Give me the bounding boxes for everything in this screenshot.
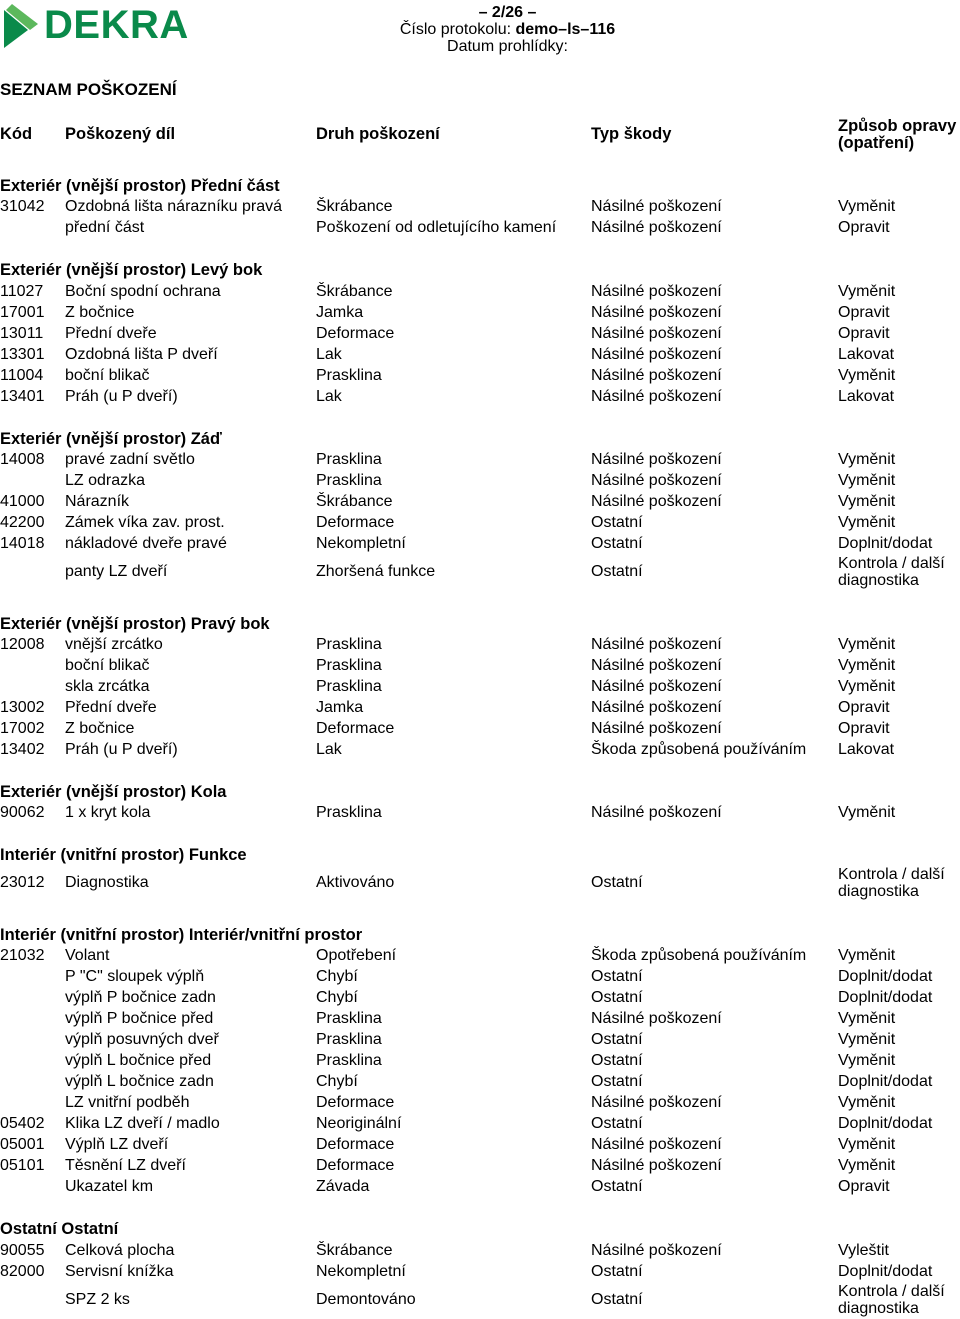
brand-name: DEKRA [44, 3, 189, 47]
cell-part: skla zrcátka [65, 678, 150, 695]
cell-repair-line1: Kontrola / další [838, 1283, 945, 1300]
cell-damage-type: Násilné poškození [591, 367, 722, 384]
table-row [0, 512, 960, 533]
cell-damage-type: Násilné poškození [591, 304, 722, 321]
cell-code: 05402 [0, 1115, 45, 1132]
column-header-damage-type: Typ škody [591, 125, 672, 143]
cell-part: vnější zrcátko [65, 636, 163, 653]
cell-repair-method: Vyměnit [838, 1136, 896, 1153]
cell-repair-method: Vyměnit [838, 1094, 896, 1111]
cell-damage-type: Násilné poškození [591, 493, 722, 510]
cell-repair-method: Vyměnit [838, 947, 896, 964]
table-row [0, 1240, 960, 1261]
cell-code: 13301 [0, 346, 45, 363]
column-header-part: Poškozený díl [65, 125, 176, 143]
cell-part: výplň P bočnice zadn [65, 989, 216, 1006]
cell-repair-line2: diagnostika [838, 572, 919, 589]
cell-code: 23012 [0, 874, 45, 891]
cell-code: 41000 [0, 493, 45, 510]
table-row [0, 945, 960, 966]
cell-part: Ukazatel km [65, 1178, 154, 1195]
cell-repair-method: Vyměnit [838, 1157, 896, 1174]
cell-part: Přední dveře [65, 325, 157, 342]
cell-code: 17001 [0, 304, 45, 321]
cell-code: 82000 [0, 1263, 45, 1280]
cell-damage-kind: Deformace [316, 1157, 395, 1174]
cell-code: 21032 [0, 947, 45, 964]
cell-damage-type: Škoda způsobená používáním [591, 947, 807, 964]
cell-damage-type: Násilné poškození [591, 1094, 722, 1111]
cell-repair-method: Vyměnit [838, 514, 896, 531]
cell-damage-type: Násilné poškození [591, 283, 722, 300]
cell-part: nákladové dveře pravé [65, 535, 227, 552]
cell-repair-method: Doplnit/dodat [838, 1115, 933, 1132]
cell-repair-method: Opravit [838, 720, 890, 737]
cell-damage-kind: Deformace [316, 720, 395, 737]
cell-damage-kind: Závada [316, 1178, 370, 1195]
column-header-repair-line2: (opatření) [838, 134, 915, 152]
cell-damage-kind: Škrábance [316, 1242, 393, 1259]
table-row [0, 634, 960, 655]
cell-damage-kind: Demontováno [316, 1291, 416, 1308]
page-number: – 2/26 – [478, 4, 537, 21]
cell-damage-type: Ostatní [591, 874, 643, 891]
cell-damage-kind: Nekompletní [316, 535, 406, 552]
cell-repair-method: Vyměnit [838, 1052, 896, 1069]
cell-repair-method: Vyměnit [838, 657, 896, 674]
cell-damage-type: Ostatní [591, 535, 643, 552]
cell-damage-kind: Nekompletní [316, 1263, 406, 1280]
cell-repair-method: Doplnit/dodat [838, 1073, 933, 1090]
cell-part: Těsnění LZ dveří [65, 1157, 186, 1174]
cell-repair-method: Vyměnit [838, 472, 896, 489]
table-row [0, 1283, 960, 1317]
cell-part: Práh (u P dveří) [65, 741, 178, 758]
cell-part: Boční spodní ochrana [65, 283, 221, 300]
table-row [0, 739, 960, 760]
cell-damage-kind: Prasklina [316, 636, 382, 653]
cell-damage-type: Násilné poškození [591, 1242, 722, 1259]
cell-repair-method: Vyleštit [838, 1242, 889, 1259]
cell-damage-kind: Prasklina [316, 1052, 382, 1069]
cell-repair-method: Opravit [838, 325, 890, 342]
cell-damage-kind: Prasklina [316, 367, 382, 384]
cell-damage-type: Násilné poškození [591, 451, 722, 468]
table-row [0, 365, 960, 386]
section-heading: Interiér (vnitřní prostor) Funkce [0, 846, 247, 864]
cell-code: 17002 [0, 720, 45, 737]
cell-part: boční blikač [65, 367, 150, 384]
cell-damage-kind: Zhoršená funkce [316, 563, 436, 580]
table-row [0, 1155, 960, 1176]
cell-damage-kind: Prasklina [316, 678, 382, 695]
cell-damage-type: Škoda způsobená používáním [591, 741, 807, 758]
cell-damage-type: Násilné poškození [591, 472, 722, 489]
table-row [0, 449, 960, 470]
table-row [0, 470, 960, 491]
cell-damage-kind: Deformace [316, 514, 395, 531]
table-row [0, 802, 960, 823]
cell-repair-method: Lakovat [838, 346, 895, 363]
cell-repair-line2: diagnostika [838, 883, 919, 900]
cell-repair-method [838, 1283, 945, 1317]
cell-repair-line2: diagnostika [838, 1300, 919, 1317]
cell-part: panty LZ dveří [65, 563, 168, 580]
cell-code: 13002 [0, 699, 45, 716]
cell-damage-kind: Lak [316, 741, 342, 758]
table-row [0, 987, 960, 1008]
page-title: SEZNAM POŠKOZENÍ [0, 80, 177, 99]
table-row [0, 1134, 960, 1155]
cell-damage-type: Ostatní [591, 1052, 643, 1069]
inspection-date-label: Datum prohlídky: [447, 38, 568, 55]
cell-repair-method: Vyměnit [838, 678, 896, 695]
cell-damage-kind: Opotřebení [316, 947, 397, 964]
cell-damage-type: Ostatní [591, 989, 643, 1006]
protocol-number: demo–ls–116 [515, 21, 616, 38]
cell-part: Volant [65, 947, 110, 964]
table-row [0, 281, 960, 302]
table-row [0, 697, 960, 718]
cell-damage-type: Ostatní [591, 514, 643, 531]
cell-damage-type: Ostatní [591, 1263, 643, 1280]
dekra-mark-icon [2, 2, 46, 52]
column-header-code: Kód [0, 125, 33, 143]
cell-part: přední část [65, 219, 145, 236]
cell-damage-kind: Lak [316, 346, 342, 363]
table-row [0, 302, 960, 323]
cell-code: 12008 [0, 636, 45, 653]
cell-repair-method: Vyměnit [838, 283, 896, 300]
cell-damage-kind: Deformace [316, 1136, 395, 1153]
cell-damage-type: Násilné poškození [591, 388, 722, 405]
cell-code: 11027 [0, 283, 44, 300]
cell-part: 1 x kryt kola [65, 804, 151, 821]
cell-damage-type: Násilné poškození [591, 1136, 722, 1153]
cell-part: výplň posuvných dveř [65, 1031, 219, 1048]
cell-part: Celková plocha [65, 1242, 175, 1259]
cell-repair-method: Vyměnit [838, 451, 896, 468]
cell-repair-line1: Kontrola / další [838, 866, 945, 883]
cell-damage-kind: Deformace [316, 325, 395, 342]
table-row [0, 196, 960, 217]
column-header-repair-line1: Způsob opravy [838, 117, 957, 135]
table-row [0, 217, 960, 238]
cell-damage-type: Ostatní [591, 1291, 643, 1308]
cell-code: 14018 [0, 535, 45, 552]
cell-code: 11004 [0, 367, 44, 384]
section-heading: Ostatní Ostatní [0, 1220, 119, 1238]
cell-part: Výplň LZ dveří [65, 1136, 169, 1153]
cell-damage-type: Násilné poškození [591, 804, 722, 821]
cell-part: Klika LZ dveří / madlo [65, 1115, 220, 1132]
cell-damage-type: Násilné poškození [591, 699, 722, 716]
cell-damage-kind: Lak [316, 388, 342, 405]
section-heading: Exteriér (vnější prostor) Kola [0, 783, 227, 801]
table-row [0, 323, 960, 344]
cell-code: 42200 [0, 514, 45, 531]
cell-part: Přední dveře [65, 699, 157, 716]
cell-damage-type: Násilné poškození [591, 198, 722, 215]
cell-repair-method: Vyměnit [838, 636, 896, 653]
cell-code: 13402 [0, 741, 45, 758]
cell-damage-kind: Chybí [316, 989, 358, 1006]
cell-part: LZ odrazka [65, 472, 146, 489]
cell-damage-type: Ostatní [591, 1178, 643, 1195]
cell-repair-method: Doplnit/dodat [838, 968, 933, 985]
cell-code: 05101 [0, 1157, 45, 1174]
cell-repair-method: Vyměnit [838, 804, 896, 821]
cell-damage-kind: Prasklina [316, 804, 382, 821]
section-heading: Interiér (vnitřní prostor) Interiér/vnitřní prostor [0, 926, 363, 944]
cell-part: P "C" sloupek výplň [65, 968, 205, 985]
cell-code: 90055 [0, 1242, 45, 1259]
cell-damage-type: Násilné poškození [591, 720, 722, 737]
table-row [0, 676, 960, 697]
cell-part: Ozdobná lišta nárazníku pravá [65, 198, 283, 215]
cell-code: 31042 [0, 198, 45, 215]
cell-damage-type: Násilné poškození [591, 346, 722, 363]
table-row [0, 1113, 960, 1134]
cell-damage-type: Násilné poškození [591, 325, 722, 342]
cell-part: pravé zadní světlo [65, 451, 195, 468]
cell-repair-method: Vyměnit [838, 198, 896, 215]
cell-code: 05001 [0, 1136, 45, 1153]
cell-damage-kind: Chybí [316, 968, 358, 985]
column-header-damage-kind: Druh poškození [316, 125, 440, 143]
cell-part: Servisní knížka [65, 1263, 174, 1280]
cell-repair-method: Doplnit/dodat [838, 535, 933, 552]
cell-code: 90062 [0, 804, 45, 821]
table-row [0, 491, 960, 512]
table-row [0, 533, 960, 554]
cell-part: výplň L bočnice zadn [65, 1073, 214, 1090]
cell-part: boční blikač [65, 657, 150, 674]
cell-damage-kind: Jamka [316, 699, 364, 716]
cell-repair-method: Lakovat [838, 388, 895, 405]
table-row [0, 555, 960, 589]
table-row [0, 1050, 960, 1071]
cell-code: 14008 [0, 451, 45, 468]
table-row [0, 1092, 960, 1113]
cell-damage-kind: Prasklina [316, 1010, 382, 1027]
cell-repair-method: Doplnit/dodat [838, 1263, 933, 1280]
cell-repair-method [838, 866, 945, 900]
cell-repair-method: Opravit [838, 304, 890, 321]
table-row [0, 386, 960, 407]
cell-part: výplň P bočnice před [65, 1010, 214, 1027]
table-row [0, 1176, 960, 1197]
cell-code: 13011 [0, 325, 44, 342]
cell-damage-type: Násilné poškození [591, 657, 722, 674]
cell-repair-method: Vyměnit [838, 1031, 896, 1048]
cell-repair-line1: Kontrola / další [838, 555, 945, 572]
cell-damage-type: Násilné poškození [591, 1010, 722, 1027]
cell-repair-method: Vyměnit [838, 1010, 896, 1027]
cell-damage-type: Ostatní [591, 968, 643, 985]
cell-damage-kind: Prasklina [316, 1031, 382, 1048]
cell-repair-method: Vyměnit [838, 493, 896, 510]
cell-part: výplň L bočnice před [65, 1052, 212, 1069]
cell-repair-method: Doplnit/dodat [838, 989, 933, 1006]
cell-damage-type: Násilné poškození [591, 219, 722, 236]
table-row [0, 344, 960, 365]
section-heading: Exteriér (vnější prostor) Pravý bok [0, 615, 270, 633]
cell-damage-kind: Škrábance [316, 198, 393, 215]
table-row [0, 1029, 960, 1050]
cell-part: Práh (u P dveří) [65, 388, 178, 405]
cell-damage-kind: Poškození od odletujícího kamení [316, 219, 557, 236]
cell-part: SPZ 2 ks [65, 1291, 130, 1308]
cell-damage-kind: Neoriginální [316, 1115, 402, 1132]
cell-repair-method: Opravit [838, 699, 890, 716]
cell-repair-method: Vyměnit [838, 367, 896, 384]
cell-part: Ozdobná lišta P dveří [65, 346, 218, 363]
cell-damage-type: Násilné poškození [591, 678, 722, 695]
cell-damage-type: Ostatní [591, 563, 643, 580]
dekra-logo [2, 2, 189, 52]
table-row [0, 866, 960, 900]
cell-damage-type: Násilné poškození [591, 1157, 722, 1174]
cell-damage-kind: Prasklina [316, 472, 382, 489]
cell-damage-type: Ostatní [591, 1073, 643, 1090]
table-row [0, 1071, 960, 1092]
cell-damage-kind: Deformace [316, 1094, 395, 1111]
section-heading: Exteriér (vnější prostor) Přední část [0, 177, 280, 195]
protocol-line [370, 21, 645, 38]
table-row [0, 966, 960, 987]
cell-part: Diagnostika [65, 874, 149, 891]
table-row [0, 1261, 960, 1282]
cell-damage-kind: Prasklina [316, 657, 382, 674]
cell-damage-kind: Chybí [316, 1073, 358, 1090]
table-row [0, 655, 960, 676]
section-heading: Exteriér (vnější prostor) Levý bok [0, 261, 263, 279]
cell-part: Z bočnice [65, 304, 135, 321]
cell-repair-method [838, 555, 945, 589]
cell-damage-type: Ostatní [591, 1115, 643, 1132]
cell-repair-method: Opravit [838, 1178, 890, 1195]
cell-damage-type: Násilné poškození [591, 636, 722, 653]
cell-repair-method: Opravit [838, 219, 890, 236]
cell-part: Z bočnice [65, 720, 135, 737]
cell-damage-type: Ostatní [591, 1031, 643, 1048]
cell-part: LZ vnitřní podběh [65, 1094, 190, 1111]
section-heading: Exteriér (vnější prostor) Záď [0, 430, 222, 448]
cell-damage-kind: Škrábance [316, 283, 393, 300]
cell-damage-kind: Jamka [316, 304, 364, 321]
column-header-repair-method [838, 118, 956, 152]
cell-part: Nárazník [65, 493, 130, 510]
table-row [0, 1008, 960, 1029]
table-row [0, 718, 960, 739]
cell-part: Zámek víka zav. prost. [65, 514, 225, 531]
cell-damage-kind: Prasklina [316, 451, 382, 468]
cell-damage-kind: Aktivováno [316, 874, 395, 891]
cell-damage-kind: Škrábance [316, 493, 393, 510]
cell-repair-method: Lakovat [838, 741, 895, 758]
protocol-label: Číslo protokolu: [399, 21, 512, 38]
cell-code: 13401 [0, 388, 45, 405]
